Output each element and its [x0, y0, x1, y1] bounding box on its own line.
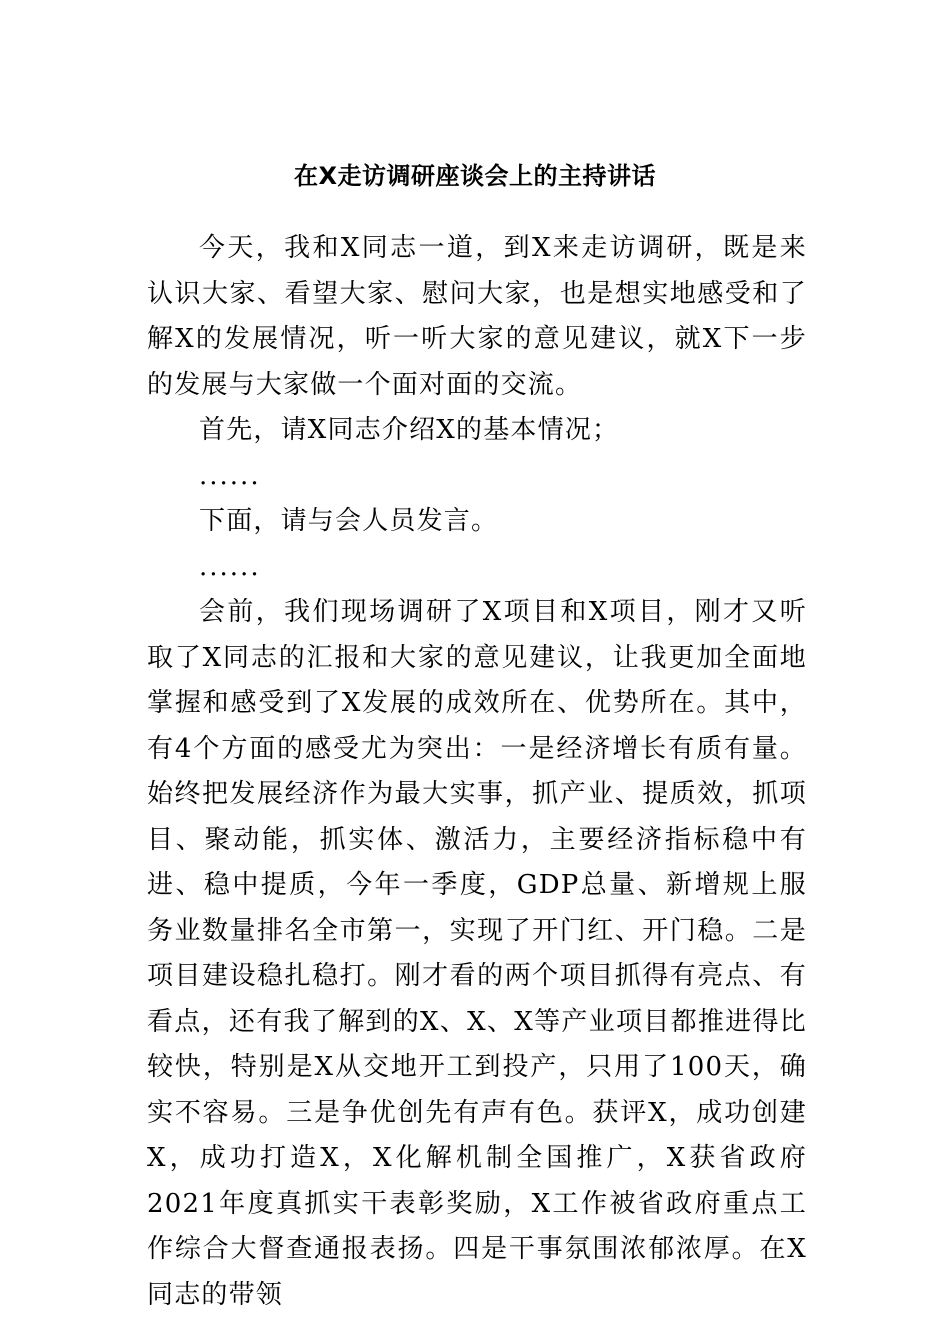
document-title: 在X走访调研座谈会上的主持讲话: [293, 162, 656, 190]
paragraph-summary: 会前，我们现场调研了X项目和X项目，刚才又听取了X同志的汇报和大家的意见建议，让我更加全面地掌握和感受到了X发展的成效所在、优势所在。其中，有4个方面的感受尤为突出：一是经济增长有质有量。始终把发展经济作为最大实事，抓产业、提质效，抓项目、聚动能，抓实体、激活力，主要经济指标稳中有进、稳中提质，今年一季度，GDP总量、新增规上服务业数量排名全市第一，实现了开门红、开门稳。二是项目建设稳扎稳打。刚才看的两个项目抓得有亮点、有看点，还有我了解到的X、X、X等产业项目都推进得比较快，特别是X从交地开工到投产，只用了100天，确实不容易。三是争优创先有声有色。获评X，成功创建X，成功打造X，X化解机制全国推广，X获省政府2021年度真抓实干表彰奖励，X工作被省政府重点工作综合大督查通报表扬。四是干事氛围浓郁浓厚。在X同志的带领: [147, 597, 807, 1310]
paragraph-ellipsis-2: ......: [199, 551, 261, 582]
paragraph-introduction: 首先，请X同志介绍X的基本情况；: [199, 415, 620, 445]
document-body: [147, 226, 807, 1318]
paragraph-ellipsis-1: ......: [199, 460, 261, 491]
paragraph-speakers: 下面，请与会人员发言。: [199, 506, 499, 536]
paragraph-opening: 今天，我和X同志一道，到X来走访调研，既是来认识大家、看望大家、慰问大家，也是想实地感受和了解X的发展情况，听一听大家的意见建议，就X下一步的发展与大家做一个面对面的交流。: [147, 233, 807, 400]
